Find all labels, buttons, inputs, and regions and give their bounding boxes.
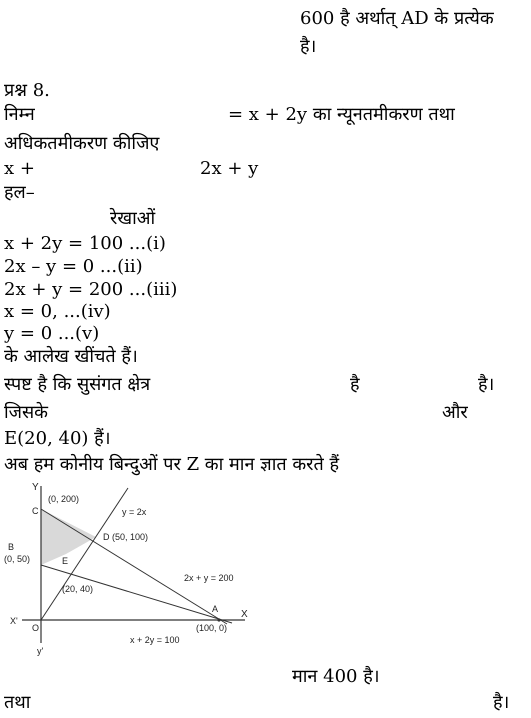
point-a-coord: (100, 0) (196, 623, 228, 633)
x-axis-label: X (241, 609, 248, 620)
label-2x-plus-y-200: 2x + y = 200 (184, 573, 234, 583)
graph-figure (0, 478, 260, 663)
equation-3: 2x + y = 200 ...(iii) (4, 279, 178, 300)
value-text: मान 400 है। (292, 666, 380, 687)
top-line-end: है। (300, 36, 317, 57)
lines-heading: रेखाओं (110, 208, 156, 229)
question-text-line2: अधिकतमीकरण कीजिए (4, 133, 160, 154)
plot-statement: के आलेख खींचते हैं। (4, 346, 138, 367)
feasible-region-hai: है (350, 374, 360, 395)
top-line: 600 है अर्थात् AD के प्रत्येक (300, 8, 494, 29)
y-axis-label: Y (32, 482, 39, 493)
question-number: प्रश्न 8. (4, 80, 50, 101)
point-c-coord: (0, 200) (48, 494, 80, 504)
point-d-label: D (50, 100) (103, 532, 149, 542)
which-text: जिसके (4, 402, 49, 423)
point-a (217, 618, 220, 621)
equation-5: y = 0 ...(v) (4, 323, 100, 344)
label-x-plus-2y-100: x + 2y = 100 (130, 635, 180, 645)
equation-4: x = 0, ...(iv) (4, 301, 111, 322)
equation-1: x + 2y = 100 ...(i) (4, 233, 166, 254)
point-e-label: E (62, 556, 69, 566)
corner-points-text: अब हम कोनीय बिन्दुओं पर Z का मान ज्ञात करते हैं (4, 454, 340, 475)
point-a-label: A (212, 604, 219, 614)
and-word: तथा (4, 692, 31, 713)
point-b-label: B (8, 542, 15, 552)
line-2x-plus-y-200 (41, 509, 227, 624)
question-objective: = x + 2y का न्यूनतमीकरण तथा (228, 104, 455, 125)
point-e-coord: (20, 40) (62, 584, 94, 594)
last-hai: है। (493, 692, 510, 713)
feasible-region (41, 509, 96, 565)
point-b-coord: (0, 50) (4, 554, 31, 564)
and-text: और (442, 402, 468, 423)
y-prime-label: y' (37, 646, 44, 656)
origin-label: O (32, 623, 40, 633)
point-c-label: C (32, 506, 39, 516)
constraint-part2: 2x + y (200, 158, 259, 179)
x-prime-label: X' (10, 616, 18, 626)
constraint-part1: x + (4, 158, 35, 179)
label-y-equals-2x: y = 2x (122, 507, 147, 517)
equation-2: 2x – y = 0 ...(ii) (4, 256, 143, 277)
feasible-region-end: है। (478, 374, 495, 395)
solution-label: हल– (4, 182, 35, 203)
question-text-part1: निम्न (4, 104, 35, 125)
point-e-text: E(20, 40) हैं। (4, 428, 111, 449)
feasible-region-text: स्पष्ट है कि सुसंगत क्षेत्र (4, 374, 151, 395)
